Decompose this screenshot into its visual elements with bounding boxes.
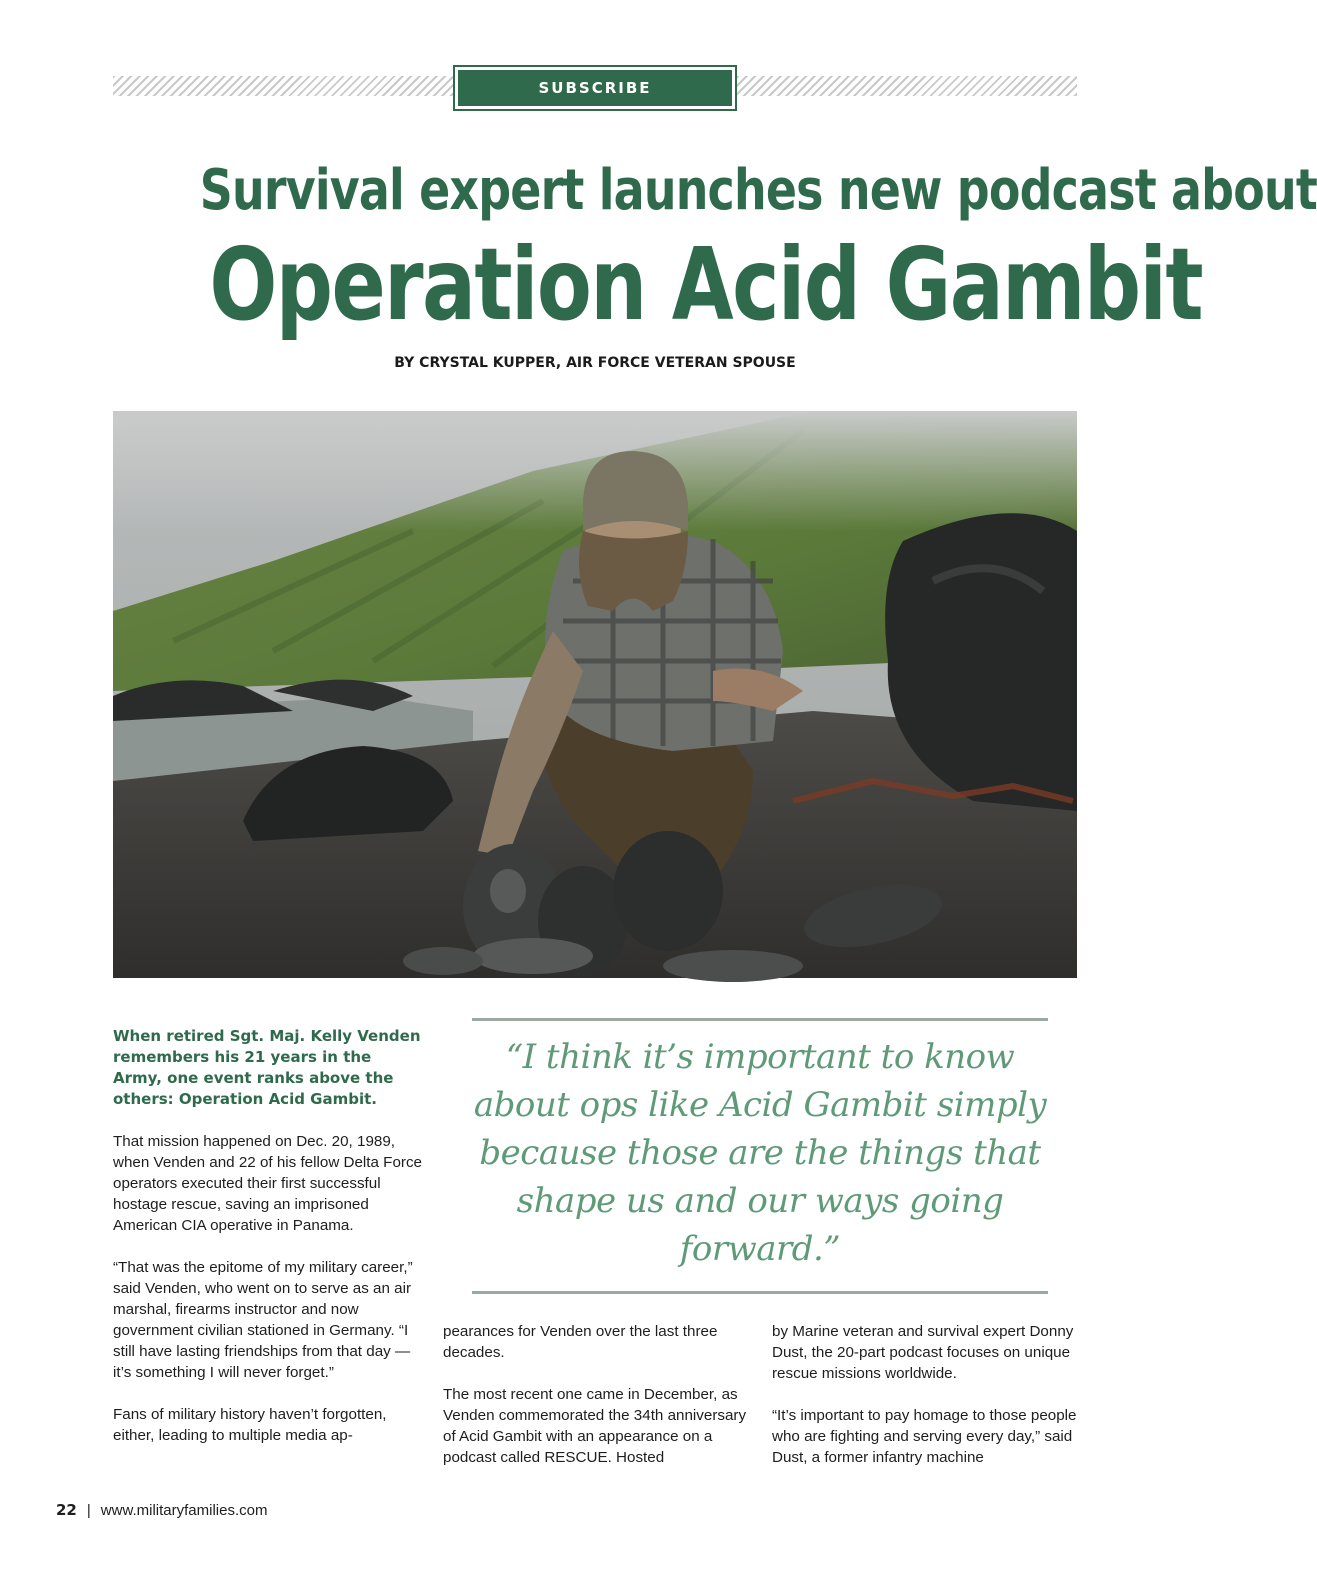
paragraph: “It’s important to pay homage to those people who are fighting and serving every day,” said Dust, a former infantry machine (772, 1407, 1077, 1466)
paragraph: Fans of military history haven’t forgotten, either, leading to multiple media ap- (113, 1406, 387, 1444)
paragraph: That mission happened on Dec. 20, 1989, when Venden and 22 of his fellow Delta Force operators executed their first successful hostage rescue, saving an imprisoned American CIA operative in Panama. (113, 1133, 423, 1234)
page-footer (56, 1501, 267, 1519)
paragraph: “That was the epitome of my military career,” said Venden, who went on to serve as an air marshal, firearms instructor and now government civilian stationed in Germany. “I still have lasting friendships from that day — it’s something I will never forget.” (113, 1259, 413, 1381)
pull-quote: “I think it’s important to know about ops like Acid Gambit simply because those are the things that shape us and our ways going forward.” (473, 1037, 1047, 1269)
website-link[interactable]: www.militaryfamilies.com (100, 1501, 268, 1519)
footer-separator: | (86, 1501, 91, 1519)
subscribe-button[interactable] (453, 65, 737, 111)
headline-kicker: Survival expert launches new podcast about (199, 158, 1317, 223)
byline: BY CRYSTAL KUPPER, AIR FORCE VETERAN SPOUSE (394, 355, 796, 371)
decorative-hatch-left (113, 76, 453, 96)
subscribe-label: SUBSCRIBE (458, 70, 732, 106)
article-lede: When retired Sgt. Maj. Kelly Venden remembers his 21 years in the Army, one event ranks above the others: Operation Acid Gambit. (113, 1027, 421, 1108)
pull-quote-rule-top (472, 1018, 1048, 1021)
pull-quote-rule-bottom (472, 1291, 1048, 1294)
article-column-2 (443, 1321, 753, 1489)
article-column-3 (772, 1321, 1077, 1489)
decorative-hatch-right (737, 76, 1077, 96)
page-number: 22 (56, 1501, 77, 1519)
article-photo (113, 411, 1077, 978)
photo-illustration (113, 411, 1077, 978)
paragraph: by Marine veteran and survival expert Donny Dust, the 20-part podcast focuses on unique rescue missions worldwide. (772, 1323, 1074, 1382)
article-column-1 (113, 1026, 423, 1467)
headline-title: Operation Acid Gambit (209, 226, 1203, 343)
paragraph: The most recent one came in December, as Venden commemorated the 34th anniversary of Acid Gambit with an appearance on a podcast called RESCUE. Hosted (443, 1386, 747, 1466)
paragraph: pearances for Venden over the last three decades. (443, 1323, 718, 1361)
